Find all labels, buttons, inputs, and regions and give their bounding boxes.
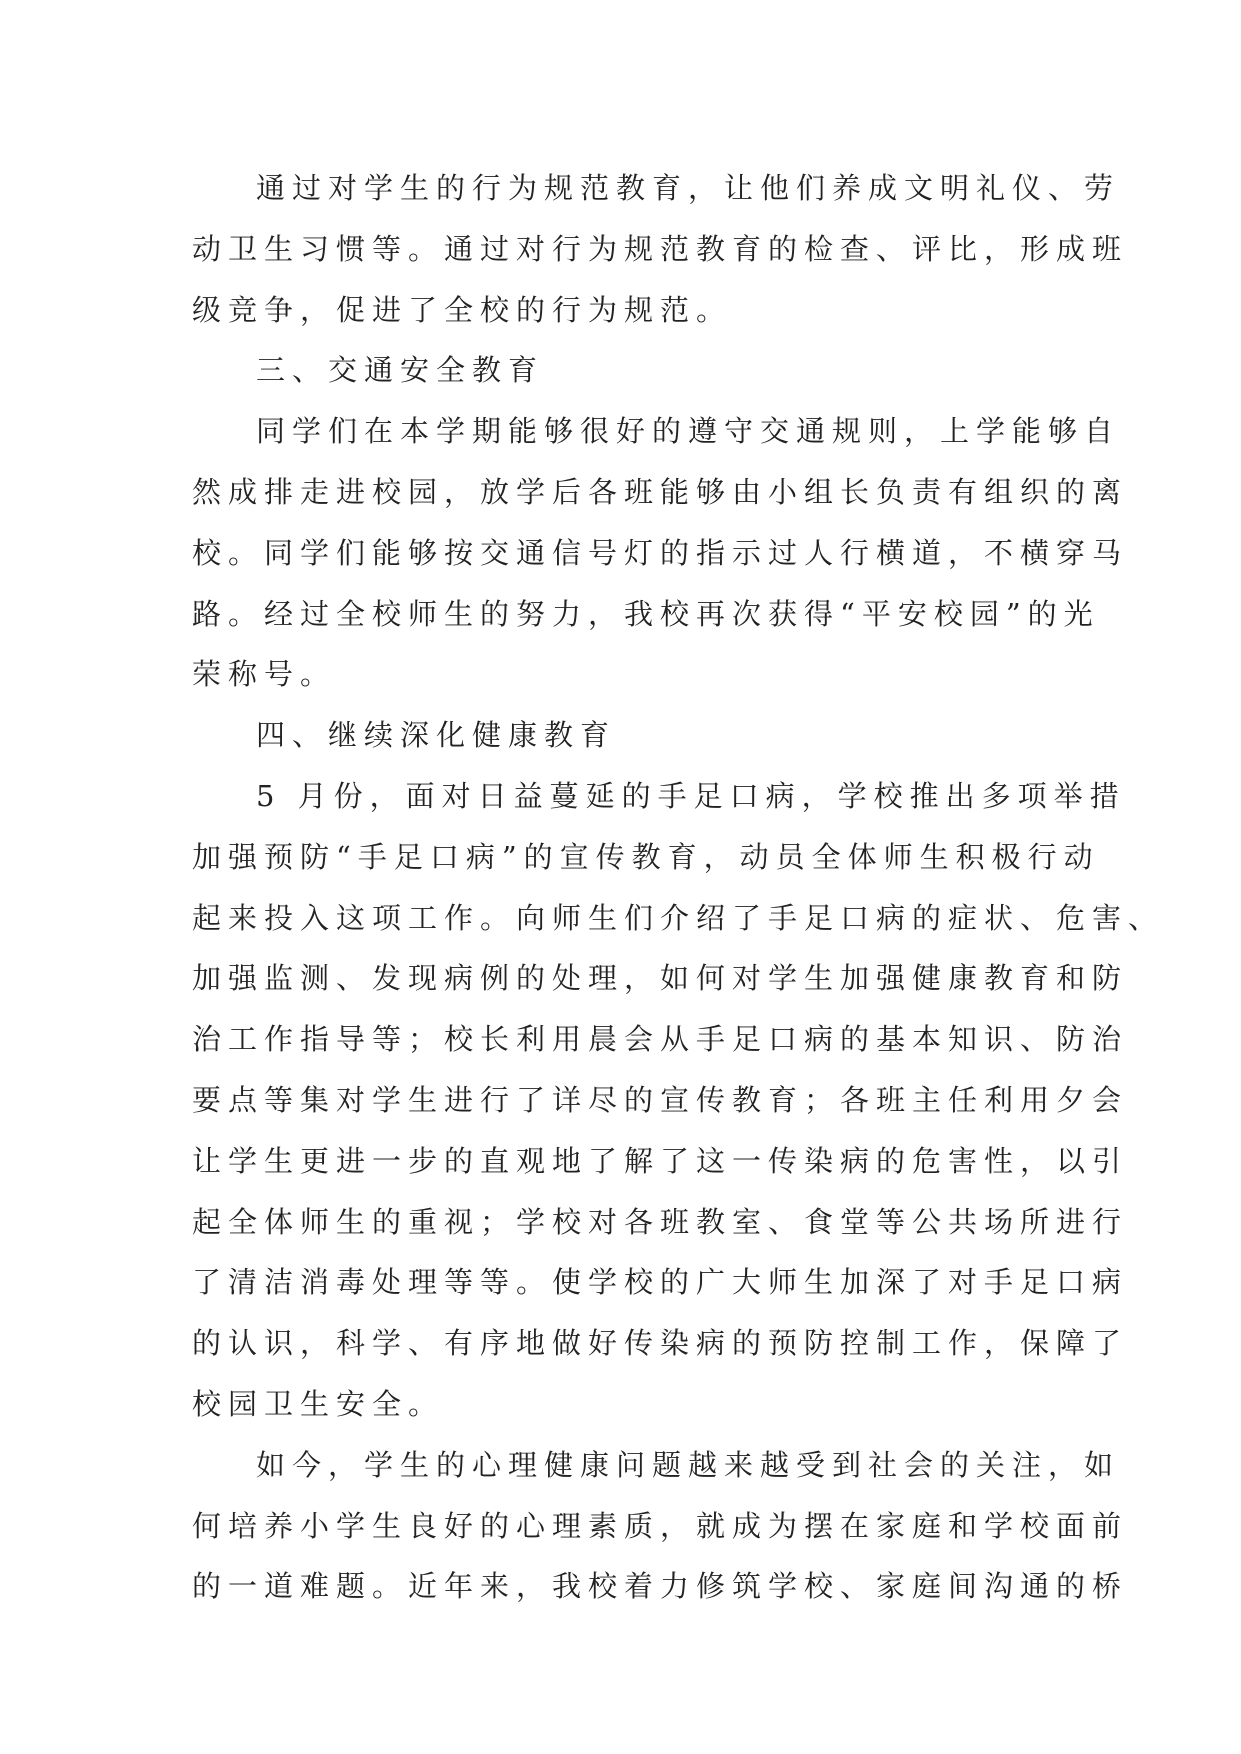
text-line: 通过对学生的行为规范教育，让他们养成文明礼仪、劳 — [256, 171, 1121, 205]
text-line: 的认识，科学、有序地做好传染病的预防控制工作，保障了 — [192, 1326, 1129, 1361]
text-line: 然成排走进校园，放学后各班能够由小组长负责有组织的离 — [192, 474, 1129, 509]
text-line: 起来投入这项工作。向师生们介绍了手足口病的症状、危害、 — [192, 900, 1165, 935]
text-line: 的一道难题。近年来，我校着力修筑学校、家庭间沟通的桥 — [192, 1569, 1129, 1604]
text-line: 同学们在本学期能够很好的遵守交通规则，上学能够自 — [256, 414, 1121, 449]
text-line: 加强监测、发现病例的处理，如何对学生加强健康教育和防 — [192, 961, 1129, 996]
text-line: 让学生更进一步的直观地了解了这一传染病的危害性，以引 — [192, 1143, 1129, 1178]
document-body — [192, 158, 1165, 1617]
text-line: 5 月份，面对日益蔓延的手足口病，学校推出多项举措 — [256, 778, 1126, 813]
text-line: 荣称号。 — [192, 657, 337, 692]
text-line: 了清洁消毒处理等等。使学校的广大师生加深了对手足口病 — [192, 1265, 1129, 1300]
text-line: 校园卫生安全。 — [192, 1386, 445, 1421]
text-line: 要点等集对学生进行了详尽的宣传教育；各班主任利用夕会 — [192, 1082, 1129, 1117]
text-line: 校。同学们能够按交通信号灯的指示过人行横道，不横穿马 — [192, 535, 1129, 570]
section-heading: 三、交通安全教育 — [256, 353, 545, 388]
text-line: 起全体师生的重视；学校对各班教室、食堂等公共场所进行 — [192, 1204, 1129, 1239]
text-line: 动卫生习惯等。通过对行为规范教育的检查、评比，形成班 — [192, 231, 1129, 266]
text-line: 路。经过全校师生的努力，我校再次获得“平安校园”的光 — [192, 596, 1100, 631]
text-line: 治工作指导等；校长利用晨会从手足口病的基本知识、防治 — [192, 1022, 1129, 1057]
text-line: 何培养小学生良好的心理素质，就成为摆在家庭和学校面前 — [192, 1508, 1129, 1543]
text-line: 如今，学生的心理健康问题越来越受到社会的关注，如 — [256, 1447, 1121, 1482]
section-heading: 四、继续深化健康教育 — [256, 718, 617, 753]
text-line: 加强预防“手足口病”的宣传教育，动员全体师生积极行动 — [192, 839, 1100, 874]
text-line: 级竞争，促进了全校的行为规范。 — [192, 292, 733, 327]
